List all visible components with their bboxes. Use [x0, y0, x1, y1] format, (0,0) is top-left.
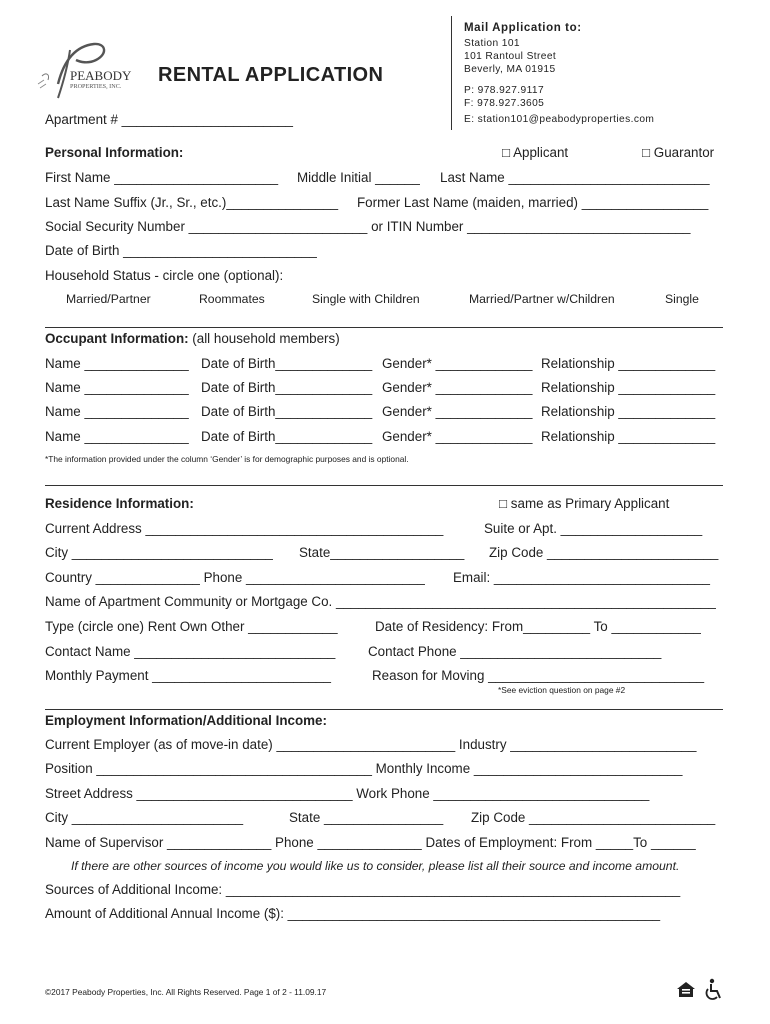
contact-name-field[interactable]: Contact Name ___________________________ [45, 644, 336, 659]
svg-text:PROPERTIES, INC.: PROPERTIES, INC. [70, 83, 122, 90]
guarantor-checkbox[interactable]: □ Guarantor [642, 145, 715, 160]
supervisor-phone-dates-field[interactable]: Name of Supervisor ______________ Phone ______________ Dates of Employment: From _____To ______ [45, 835, 696, 850]
current-address-field[interactable]: Current Address ________________________________________ [45, 521, 444, 536]
same-as-primary-checkbox[interactable]: □ same as Primary Applicant [499, 496, 670, 511]
city-field[interactable]: City ___________________________ [45, 545, 273, 560]
residence-type-field[interactable]: Type (circle one) Rent Own Other ____________ [45, 619, 338, 634]
status-single[interactable]: Single [665, 292, 699, 306]
status-married-partner[interactable]: Married/Partner [66, 292, 151, 306]
equal-housing-icon [676, 980, 696, 1000]
zip-code-field[interactable]: Zip Code _______________________ [489, 545, 719, 560]
residence-heading: Residence Information: [45, 496, 194, 511]
occupant-name-field[interactable]: Name ______________ [45, 429, 189, 444]
occupant-name-field[interactable]: Name ______________ [45, 356, 189, 371]
occupant-relationship-field[interactable]: Relationship _____________ [541, 429, 716, 444]
employment-heading: Employment Information/Additional Income: [45, 713, 327, 728]
section-rule [45, 485, 723, 486]
occupant-relationship-field[interactable]: Relationship _____________ [541, 404, 716, 419]
mail-phone: P: 978.927.9117 [464, 85, 545, 96]
ssn-itin-field[interactable]: Social Security Number ________________________ or ITIN Number ______________________________ [45, 219, 691, 234]
copyright-footer: ©2017 Peabody Properties, Inc. All Rights Reserved. Page 1 of 2 - 11.09.17 [45, 987, 327, 997]
mail-fax: F: 978.927.3605 [464, 98, 545, 109]
street-work-phone-field[interactable]: Street Address _____________________________ Work Phone _____________________________ [45, 786, 650, 801]
employment-city-field[interactable]: City _______________________ [45, 810, 244, 825]
apartment-number-field[interactable]: Apartment # _______________________ [45, 112, 293, 127]
employment-zip-field[interactable]: Zip Code _________________________ [471, 810, 716, 825]
accessibility-icon [702, 978, 724, 1002]
occupant-name-field[interactable]: Name ______________ [45, 404, 189, 419]
mail-email: E: station101@peabodyproperties.com [464, 114, 655, 125]
middle-initial-field[interactable]: Middle Initial ______ [297, 170, 420, 185]
gender-footnote: *The information provided under the column ‘Gender’ is for demographic purposes and is optional. [45, 454, 409, 464]
other-sources-note: If there are other sources of income you would like us to consider, please list all their source and income amount. [71, 859, 680, 873]
occupant-gender-field[interactable]: Gender* _____________ [382, 380, 533, 395]
occupant-gender-field[interactable]: Gender* _____________ [382, 404, 533, 419]
section-rule [45, 327, 723, 328]
contact-phone-field[interactable]: Contact Phone ___________________________ [368, 644, 662, 659]
suite-apt-field[interactable]: Suite or Apt. ___________________ [484, 521, 703, 536]
email-field[interactable]: Email: _____________________________ [453, 570, 710, 585]
last-name-suffix-field[interactable]: Last Name Suffix (Jr., Sr., etc.)_______________ [45, 195, 339, 210]
household-status-label: Household Status - circle one (optional): [45, 268, 284, 283]
first-name-field[interactable]: First Name ______________________ [45, 170, 279, 185]
former-last-name-field[interactable]: Former Last Name (maiden, married) _________________ [357, 195, 709, 210]
employer-industry-field[interactable]: Current Employer (as of move-in date) ________________________ Industry _________________________ [45, 737, 697, 752]
mail-heading: Mail Application to: [464, 22, 582, 34]
divider [451, 16, 452, 130]
date-of-birth-field[interactable]: Date of Birth __________________________ [45, 243, 317, 258]
mail-line-2: 101 Rantoul Street [464, 51, 557, 62]
residency-dates-field[interactable]: Date of Residency: From_________ To ____________ [375, 619, 701, 634]
occupant-dob-field[interactable]: Date of Birth_____________ [201, 429, 373, 444]
occupant-relationship-field[interactable]: Relationship _____________ [541, 356, 716, 371]
occupant-gender-field[interactable]: Gender* _____________ [382, 356, 533, 371]
occupant-relationship-field[interactable]: Relationship _____________ [541, 380, 716, 395]
occupant-gender-field[interactable]: Gender* _____________ [382, 429, 533, 444]
occupant-dob-field[interactable]: Date of Birth_____________ [201, 404, 373, 419]
mail-line-1: Station 101 [464, 38, 520, 49]
additional-income-amount-field[interactable]: Amount of Additional Annual Income ($): __________________________________________________ [45, 906, 661, 921]
applicant-checkbox[interactable]: □ Applicant [502, 145, 569, 160]
status-married-partner-children[interactable]: Married/Partner w/Children [469, 292, 615, 306]
occupant-heading: Occupant Information: (all household members) [45, 331, 340, 346]
community-mortgage-field[interactable]: Name of Apartment Community or Mortgage Co. ___________________________________________________ [45, 594, 716, 609]
page-title: RENTAL APPLICATION [158, 64, 384, 86]
personal-heading: Personal Information: [45, 145, 184, 160]
country-phone-field[interactable]: Country ______________ Phone ________________________ [45, 570, 425, 585]
occupant-name-field[interactable]: Name ______________ [45, 380, 189, 395]
status-roommates[interactable]: Roommates [199, 292, 265, 306]
section-rule [45, 709, 723, 710]
occupant-dob-field[interactable]: Date of Birth_____________ [201, 380, 373, 395]
last-name-field[interactable]: Last Name ___________________________ [440, 170, 710, 185]
occupant-dob-field[interactable]: Date of Birth_____________ [201, 356, 373, 371]
monthly-payment-field[interactable]: Monthly Payment ________________________ [45, 668, 331, 683]
status-single-with-children[interactable]: Single with Children [312, 292, 420, 306]
position-income-field[interactable]: Position _____________________________________ Monthly Income ____________________________ [45, 761, 683, 776]
additional-income-sources-field[interactable]: Sources of Additional Income: _____________________________________________________________ [45, 882, 681, 897]
reason-for-moving-field[interactable]: Reason for Moving _____________________________ [372, 668, 705, 683]
employment-state-field[interactable]: State ________________ [289, 810, 444, 825]
state-field[interactable]: State__________________ [299, 545, 465, 560]
mail-line-3: Beverly, MA 01915 [464, 64, 556, 75]
peabody-logo [36, 40, 142, 100]
eviction-note: *See eviction question on page #2 [498, 685, 626, 695]
svg-text:PEABODY: PEABODY [70, 68, 132, 83]
